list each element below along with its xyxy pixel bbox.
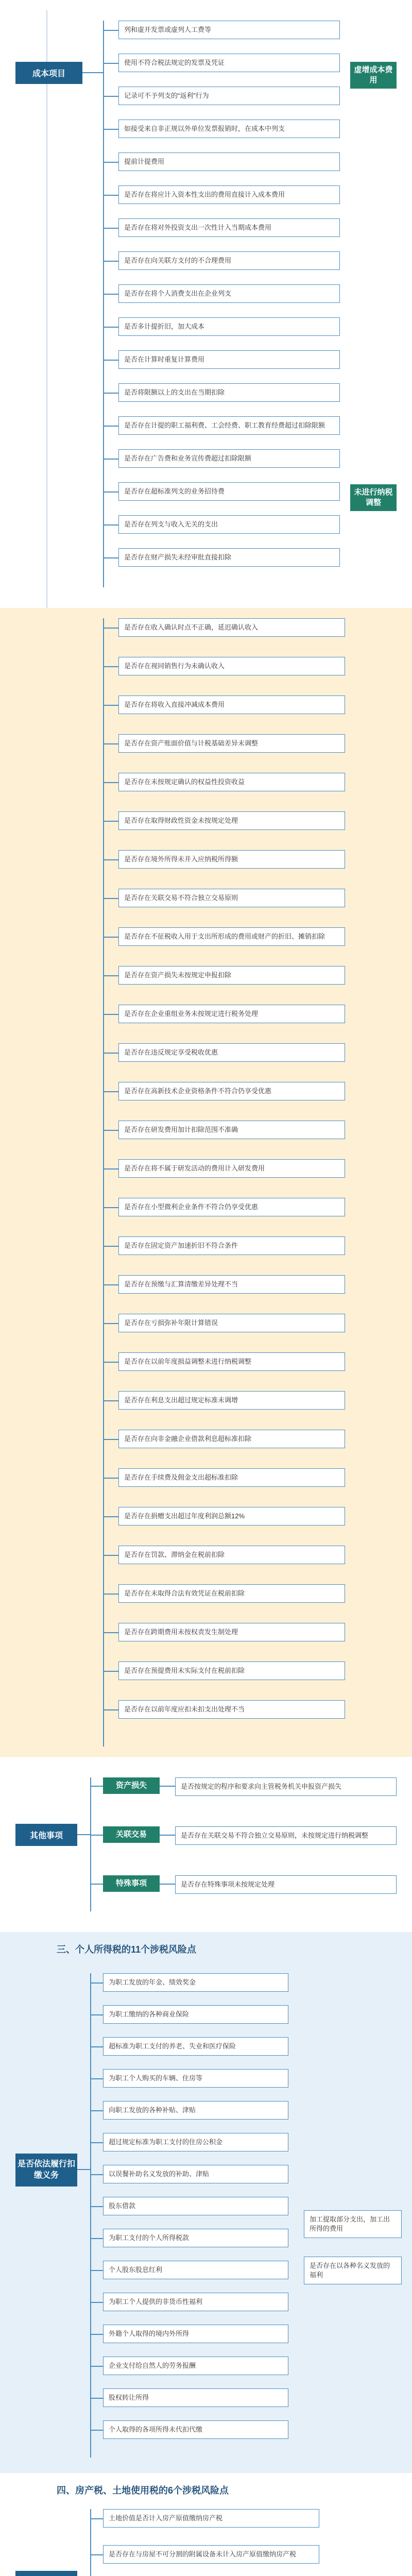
section-3-tag: 特殊事项 bbox=[103, 1875, 160, 1892]
section-4-item: 超标准为职工支付的养老、失业和医疗保险 bbox=[103, 2037, 288, 2056]
section-3-item: 是否存在特殊事项未按规定处理 bbox=[175, 1875, 397, 1894]
section-2-branch bbox=[103, 975, 118, 976]
section-4-item: 个人取得的各项所得未代扣代缴 bbox=[103, 2420, 288, 2439]
section-1-item: 是否存在广告费和业务宣传费超过扣除限额 bbox=[118, 449, 340, 468]
section-2-branch bbox=[103, 821, 118, 822]
section-2-item: 是否存在企业重组业务未按规定进行税务处理 bbox=[118, 1005, 345, 1023]
section-2-item: 是否存在预缴与汇算清缴差异处理不当 bbox=[118, 1275, 345, 1294]
section-4-branch bbox=[90, 2206, 103, 2207]
section-2-branch bbox=[103, 666, 118, 667]
section-5-item: 是否存在与房屋不可分割的附属设备未计入房产原值缴纳房产税 bbox=[103, 2545, 319, 2564]
section-1-branch bbox=[103, 393, 118, 394]
section-5-branch bbox=[90, 2518, 103, 2519]
section-3-branch bbox=[90, 1786, 103, 1787]
section-3-tag: 资产损失 bbox=[103, 1777, 160, 1794]
section-5-branch bbox=[90, 2554, 103, 2555]
section-2-branch bbox=[103, 1671, 118, 1672]
section-2-branch bbox=[103, 1207, 118, 1208]
section-2-branch bbox=[103, 1168, 118, 1170]
section-1-branch bbox=[103, 195, 118, 196]
section-2-branch bbox=[103, 782, 118, 783]
section-2-branch bbox=[103, 1091, 118, 1092]
section-2-item: 是否存在以前年度损益调整未进行纳税调整 bbox=[118, 1352, 345, 1371]
section-2-item: 是否存在以前年度应扣未扣支出处理不当 bbox=[118, 1700, 345, 1719]
section-4-item: 为职工个人提供的非货币性福利 bbox=[103, 2293, 288, 2311]
section-2-item: 是否存在高新技术企业资格条件不符合仍享受优惠 bbox=[118, 1082, 345, 1100]
section-1-item: 是否存在超标准列支的业务招待费 bbox=[118, 482, 340, 501]
section-4-subitem: 是否存在以各种名义发放的福利 bbox=[304, 2257, 402, 2284]
section-1-branch bbox=[103, 261, 118, 262]
section-2-item: 是否存在未按规定确认的权益性投资收益 bbox=[118, 773, 345, 791]
section-4-item: 股东借款 bbox=[103, 2197, 288, 2215]
section-1-item: 是否存在向关联方支付的不合理费用 bbox=[118, 251, 340, 270]
section-1-branch bbox=[103, 63, 118, 64]
section-4-item: 企业支付给自然人的劳务报酬 bbox=[103, 2357, 288, 2375]
section-4-branch bbox=[90, 1982, 103, 1984]
section-4-branch bbox=[90, 2366, 103, 2367]
section-1-label: 成本项目 bbox=[15, 62, 82, 84]
section-1-branch bbox=[103, 492, 118, 493]
section-2-item: 是否存在小型微利企业条件不符合仍享受优惠 bbox=[118, 1198, 345, 1216]
section-3-branch bbox=[160, 1786, 175, 1787]
section-2-item: 是否存在未取得合法有效凭证在税前扣除 bbox=[118, 1584, 345, 1603]
section-4-title: 三、个人所得税的11个涉税风险点 bbox=[57, 1944, 197, 1955]
section-2-branch bbox=[103, 1284, 118, 1285]
section-2-branch bbox=[103, 859, 118, 860]
section-2-branch bbox=[103, 705, 118, 706]
section-4-branch bbox=[90, 2142, 103, 2143]
section-2-branch bbox=[103, 1516, 118, 1517]
section-4-item: 向职工发放的各种补贴、津贴 bbox=[103, 2101, 288, 2120]
section-2-branch bbox=[103, 1014, 118, 1015]
section-2-item: 是否存在利息支出超过规定标准未调增 bbox=[118, 1391, 345, 1410]
section-5-item: 土地价值是否计入房产原值缴纳房产税 bbox=[103, 2509, 319, 2528]
section-4-item: 为职工发放的年金、绩效奖金 bbox=[103, 1973, 288, 1992]
section-1-item: 如接受来自非正规以外单位发票报销时，在成本中列支 bbox=[118, 120, 340, 138]
section-3-branch bbox=[160, 1835, 175, 1836]
section-4-item: 超过规定标准为职工支付的住房公积金 bbox=[103, 2133, 288, 2151]
section-2-branch bbox=[103, 898, 118, 899]
section-2-item: 是否存在取得财政性资金未按规定处理 bbox=[118, 811, 345, 830]
section-2-branch bbox=[103, 1323, 118, 1324]
section-1-item: 是否存在将个人消费支出在企业列支 bbox=[118, 284, 340, 303]
section-1-item: 使用不符合税法规定的发票及凭证 bbox=[118, 54, 340, 72]
section-2-item: 是否存在亏损弥补年限计算错误 bbox=[118, 1314, 345, 1332]
section-2-branch bbox=[103, 1709, 118, 1710]
section-2-branch bbox=[103, 1130, 118, 1131]
section-2-branch bbox=[103, 1594, 118, 1595]
section-1-branch bbox=[103, 96, 118, 97]
section-1-spine bbox=[103, 21, 104, 587]
section-2-branch bbox=[103, 743, 118, 744]
section-4-branch bbox=[90, 2014, 103, 2015]
section-1-item: 是否存在将应计入资本性支出的费用直接计入成本费用 bbox=[118, 185, 340, 204]
section-1-branch bbox=[103, 557, 118, 558]
section-4-item: 个人股东股息红利 bbox=[103, 2261, 288, 2279]
section-1-item: 是否存在计提的职工福利费、工会经费、职工教育经费超过扣除限额 bbox=[118, 416, 340, 435]
section-3-spine bbox=[90, 1777, 91, 1911]
section-4-item: 外籍个人取得的境内外所得 bbox=[103, 2325, 288, 2343]
section-2-item: 是否存在固定资产加速折旧不符合条件 bbox=[118, 1236, 345, 1255]
section-4-branch bbox=[90, 2238, 103, 2239]
section-2-item: 是否存在资产账面价值与计税基础差异未调整 bbox=[118, 734, 345, 753]
section-2-item: 是否存在关联交易不符合独立交易原则 bbox=[118, 889, 345, 907]
section-4-branch bbox=[90, 2430, 103, 2431]
section-4-branch bbox=[90, 2174, 103, 2175]
section-3-branch bbox=[90, 1884, 103, 1885]
section-2-item: 是否存在视同销售行为未确认收入 bbox=[118, 657, 345, 675]
section-3-branch bbox=[160, 1884, 175, 1885]
section-4-item: 以误餐补助名义发放的补助、津贴 bbox=[103, 2165, 288, 2183]
section-2-item: 是否存在手续费及佣金支出超标准扣除 bbox=[118, 1468, 345, 1487]
section-4-branch bbox=[90, 2398, 103, 2399]
section-4-item: 为职工缴纳的各种商业保险 bbox=[103, 2005, 288, 2024]
section-3-branch bbox=[90, 1835, 103, 1836]
section-2-branch bbox=[103, 1555, 118, 1556]
section-4-branch bbox=[90, 2334, 103, 2335]
section-1-item: 是否多计提折旧，加大成本 bbox=[118, 317, 340, 336]
section-2-item: 是否存在将不属于研发活动的费用计入研发费用 bbox=[118, 1159, 345, 1178]
section-4-subitem: 加工提取部分支出，加工出所得的费用 bbox=[304, 2210, 402, 2238]
section-2-branch bbox=[103, 1478, 118, 1479]
section-2-item: 是否存在境外所得未并入应纳税所得额 bbox=[118, 850, 345, 869]
section-2-branch bbox=[103, 1400, 118, 1401]
section-1-branch bbox=[103, 294, 118, 295]
section-2-branch bbox=[103, 937, 118, 938]
section-1-item: 是否将限额以上的支出在当期扣除 bbox=[118, 383, 340, 402]
section-2-item: 是否存在收入确认时点不正确，延迟确认收入 bbox=[118, 618, 345, 637]
section-2-item: 是否存在资产损失未按规定申报扣除 bbox=[118, 966, 345, 985]
section-1-branch bbox=[103, 129, 118, 130]
section-4-item: 为职工支付的个人所得税款 bbox=[103, 2229, 288, 2247]
section-1-item: 是否存在将对外投资支出一次性计入当期成本费用 bbox=[118, 218, 340, 237]
section-2-item: 是否存在研发费用加计扣除范围不准确 bbox=[118, 1121, 345, 1139]
section-4-item: 股权转让所得 bbox=[103, 2388, 288, 2407]
section-1-item: 记录可不予列支的“返利”行为 bbox=[118, 87, 340, 105]
section-1-item: 列和虚开发票或虚列人工费等 bbox=[118, 21, 340, 39]
section-3-label: 其他事项 bbox=[15, 1824, 77, 1846]
section-1-branch bbox=[103, 459, 118, 460]
section-2-item: 是否存在捐赠支出超过年度利润总额12% bbox=[118, 1507, 345, 1526]
section-1-branch bbox=[103, 162, 118, 163]
section-4-branch bbox=[90, 2110, 103, 2111]
section-2-branch bbox=[103, 1362, 118, 1363]
section-3-tag: 关联交易 bbox=[103, 1826, 160, 1843]
section-2-item: 是否存在跨期费用未按权责发生制处理 bbox=[118, 1623, 345, 1641]
section-2-item: 是否存在罚款、滞纳金在税前扣除 bbox=[118, 1546, 345, 1564]
section-1-branch bbox=[103, 228, 118, 229]
section-5-title: 四、房产税、土地使用税的6个涉税风险点 bbox=[57, 2485, 229, 2496]
section-5-label-1 bbox=[15, 2571, 77, 2576]
section-2-spine bbox=[103, 618, 104, 1747]
section-1-branch bbox=[103, 426, 118, 427]
section-2-item: 是否存在预提费用未实际支付在税前扣除 bbox=[118, 1662, 345, 1680]
section-1-branch bbox=[103, 524, 118, 526]
section-1-branch bbox=[103, 360, 118, 361]
section-2-item: 是否存在将收入直接冲减成本费用 bbox=[118, 696, 345, 714]
section-4-branch bbox=[90, 2046, 103, 2047]
section-1-item: 是否在计算时重复计算费用 bbox=[118, 350, 340, 369]
section-3-item: 是否按规定的程序和要求向主管税务机关申报资产损失 bbox=[175, 1777, 397, 1796]
section-1-tag-1: 虚增成本费用 bbox=[350, 62, 397, 89]
section-2-branch bbox=[103, 628, 118, 629]
section-2-branch bbox=[103, 1053, 118, 1054]
section-1-item: 提前计提费用 bbox=[118, 152, 340, 171]
section-1-item: 是否存在财产损失未经审批直接扣除 bbox=[118, 548, 340, 567]
section-2-branch bbox=[103, 1632, 118, 1633]
section-4-connector bbox=[77, 2169, 90, 2170]
section-4-branch bbox=[90, 2078, 103, 2079]
section-2-item: 是否存在违反规定享受税收优惠 bbox=[118, 1043, 345, 1062]
section-2-item: 是否存在不征税收入用于支出所形成的费用或财产的折旧、摊销扣除 bbox=[118, 927, 345, 946]
section-4-item: 为职工个人购买的车辆、住房等 bbox=[103, 2069, 288, 2088]
section-4-label: 是否依法履行扣缴义务 bbox=[15, 2154, 77, 2187]
section-4-spine bbox=[90, 1973, 91, 2458]
section-1-tag-2: 未进行纳税调整 bbox=[350, 484, 397, 511]
section-4-branch bbox=[90, 2302, 103, 2303]
section-1-item: 是否存在列支与收入无关的支出 bbox=[118, 515, 340, 534]
section-4-branch bbox=[90, 2270, 103, 2271]
section-3-connector bbox=[77, 1834, 90, 1835]
section-1-connector bbox=[82, 72, 103, 73]
section-1-branch bbox=[103, 327, 118, 328]
section-3-item: 是否存在关联交易不符合独立交易原则，未按规定进行纳税调整 bbox=[175, 1826, 397, 1845]
section-1-branch bbox=[103, 30, 118, 31]
section-2-branch bbox=[103, 1246, 118, 1247]
section-2-item: 是否存在向非金融企业借款利息超标准扣除 bbox=[118, 1430, 345, 1448]
section-2-branch bbox=[103, 1439, 118, 1440]
